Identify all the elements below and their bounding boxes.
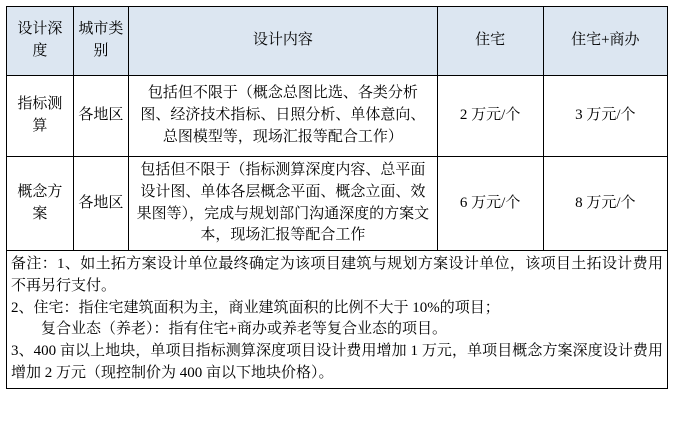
document-page [0, 6, 676, 447]
column-header-city-type: 城市类别 [73, 7, 128, 76]
note-line-2: 2、住宅：指住宅建筑面积为主，商业建筑面积的比例不大于 10%的项目； [11, 299, 500, 316]
column-header-residential: 住宅 [437, 7, 543, 76]
table-notes-row [7, 251, 668, 389]
cell-city-type: 各地区 [73, 76, 128, 157]
table-row [7, 157, 668, 251]
table-notes-cell [7, 251, 668, 389]
design-fee-table [6, 6, 668, 389]
cell-design-content: 包括但不限于（概念总图比选、各类分析图、经济技术指标、日照分析、单体意向、总图模型等，现场汇报等配合工作） [129, 76, 438, 157]
note-line-1: 备注：1、如土拓方案设计单位最终确定为该项目建筑与规划方案设计单位，该项目土拓设计费用不再另行支付。 [11, 256, 663, 294]
cell-design-depth: 指标测算 [7, 76, 74, 157]
cell-design-depth: 概念方案 [7, 157, 74, 251]
cell-design-content: 包括但不限于（指标测算深度内容、总平面设计图、单体各层概念平面、概念立面、效果图等），完成与规划部门沟通深度的方案文本，现场汇报等配合工作 [129, 157, 438, 251]
cell-city-type: 各地区 [73, 157, 128, 251]
column-header-design-depth: 设计深度 [7, 7, 74, 76]
table-header [7, 7, 668, 76]
column-header-design-content: 设计内容 [129, 7, 438, 76]
cell-residential-fee: 2 万元/个 [437, 76, 543, 157]
column-header-residential-commercial: 住宅+商办 [543, 7, 667, 76]
cell-residential-fee: 6 万元/个 [437, 157, 543, 251]
table-row [7, 76, 668, 157]
note-line-3: 复合业态（养老）：指有住宅+商办或养老等复合业态的项目。 [41, 321, 447, 338]
note-line-4: 3、400 亩以上地块，单项目指标测算深度项目设计费用增加 1 万元，单项目概念方案深度设计费用增加 2 万元（现控制价为 400 亩以下地块价格）。 [11, 343, 663, 381]
cell-residential-commercial-fee: 8 万元/个 [543, 157, 667, 251]
table-body [7, 76, 668, 389]
cell-residential-commercial-fee: 3 万元/个 [543, 76, 667, 157]
table-header-row [7, 7, 668, 76]
